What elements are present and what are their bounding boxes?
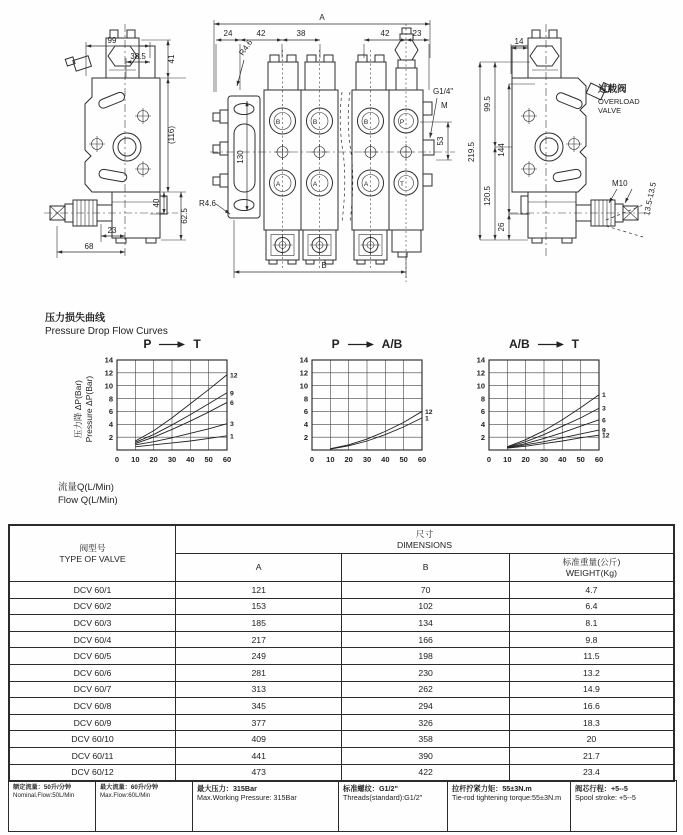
x-tick-label: 0: [486, 455, 492, 464]
cell-b: 294: [342, 698, 509, 715]
cell-weight: 23.4: [509, 764, 674, 781]
curves-title-cn: 压力损失曲线: [45, 313, 105, 324]
cell-model: DCV 60/6: [9, 664, 175, 681]
spec-en: Threads(standard):G1/2": [343, 793, 423, 803]
svg-text:OVERLOAD: OVERLOAD: [598, 97, 640, 106]
table-row: [9, 631, 674, 648]
curve-label: 9: [602, 427, 606, 435]
x-tick-label: 10: [326, 455, 335, 464]
header-dim-cn: 尺寸: [415, 528, 434, 539]
curve-12: [135, 375, 227, 441]
svg-text:23: 23: [107, 226, 117, 235]
col-header-dimensions: [175, 525, 674, 554]
svg-text:VALVE: VALVE: [598, 106, 622, 115]
x-tick-label: 40: [186, 455, 195, 464]
svg-text:A: A: [275, 181, 281, 188]
svg-text:24: 24: [223, 29, 233, 38]
x-tick-label: 60: [594, 455, 604, 464]
right-side-view-drawing: [467, 24, 658, 256]
spec-cell-1: [9, 781, 96, 831]
svg-text:G1/4": G1/4": [433, 87, 454, 96]
table-row: [9, 598, 674, 615]
x-tick-label: 40: [558, 455, 567, 464]
curve-label: 3: [230, 421, 234, 429]
chart-title-to: T: [571, 337, 579, 351]
cell-weight: 14.9: [509, 681, 674, 698]
x-tick-label: 10: [131, 455, 140, 464]
y-tick-label: 12: [299, 368, 308, 378]
x-tick-label: 20: [344, 455, 353, 464]
svg-text:B: B: [312, 119, 318, 126]
cell-model: DCV 60/9: [9, 714, 175, 731]
arrow-right-icon: [347, 340, 375, 349]
cell-a: 313: [175, 681, 341, 698]
svg-text:M10: M10: [612, 179, 628, 188]
cell-a: 473: [175, 764, 341, 781]
y-tick-label: 6: [108, 407, 113, 417]
cell-weight: 9.8: [509, 631, 674, 648]
curve-label: 6: [230, 399, 234, 407]
cell-a: 377: [175, 714, 341, 731]
header-weight-cn: 标准重量(公斤): [562, 556, 621, 567]
header-type-en: TYPE OF VALVE: [59, 553, 126, 564]
cell-b: 326: [342, 714, 509, 731]
svg-text:R4.6: R4.6: [237, 38, 255, 58]
x-tick-label: 60: [222, 455, 232, 464]
x-tick-label: 30: [539, 455, 549, 464]
spec-cn: 阀芯行程：+5--5: [575, 784, 628, 793]
header-weight-en: WEIGHT(Kg): [565, 567, 618, 578]
cell-weight: 20: [509, 731, 674, 748]
svg-text:14: 14: [514, 37, 524, 46]
cell-weight: 18.3: [509, 714, 674, 731]
y-tick-label: 6: [303, 407, 308, 417]
table-row: [9, 648, 674, 665]
cell-model: DCV 60/12: [9, 764, 175, 781]
svg-text:26: 26: [497, 222, 506, 232]
left-side-view-drawing: [44, 24, 189, 258]
x-tick-label: 60: [417, 455, 427, 464]
chart-title-from: A/B: [508, 337, 530, 351]
x-tick-label: 0: [309, 455, 315, 464]
cell-a: 153: [175, 598, 341, 615]
svg-text:T: T: [400, 181, 404, 188]
cell-a: 217: [175, 631, 341, 648]
header-type-cn: 阀型号: [79, 542, 106, 553]
y-axis-label-en: Pressure ΔP(Bar): [84, 375, 94, 443]
svg-text:41: 41: [167, 54, 176, 64]
chart-title-from: P: [331, 337, 340, 351]
table-row: [9, 664, 674, 681]
spec-cell-6: [571, 781, 676, 831]
cell-model: DCV 60/8: [9, 698, 175, 715]
cell-weight: 16.6: [509, 698, 674, 715]
curve-label: 3: [602, 405, 606, 413]
svg-text:P: P: [399, 119, 405, 126]
spec-cell-4: [339, 781, 448, 831]
svg-text:62.5: 62.5: [180, 208, 189, 224]
cell-b: 358: [342, 731, 509, 748]
cell-model: DCV 60/4: [9, 631, 175, 648]
chart-p-to-ab: [272, 336, 457, 478]
arrow-right-icon: [158, 340, 186, 349]
svg-text:A: A: [312, 181, 318, 188]
cell-a: 281: [175, 664, 341, 681]
cell-model: DCV 60/3: [9, 615, 175, 632]
cell-weight: 11.5: [509, 648, 674, 665]
chart-title: [117, 336, 227, 352]
curve-label: 1: [230, 433, 234, 441]
svg-text:219.5: 219.5: [467, 141, 476, 163]
cell-b: 70: [342, 582, 509, 599]
y-tick-label: 4: [303, 419, 308, 429]
chart-canvas: [272, 352, 457, 478]
table-body: [9, 582, 674, 782]
svg-text:13.5-13.5: 13.5-13.5: [642, 181, 658, 217]
cell-weight: 6.4: [509, 598, 674, 615]
table-row: [9, 698, 674, 715]
table-row: [9, 582, 674, 599]
y-tick-label: 14: [476, 355, 485, 365]
svg-text:过载阀: 过载阀: [598, 84, 627, 95]
cell-weight: 8.1: [509, 615, 674, 632]
y-tick-label: 8: [480, 394, 485, 404]
curve-label: 12: [230, 372, 238, 380]
table-row: [9, 747, 674, 764]
svg-text:68: 68: [84, 242, 94, 251]
x-axis-label: [58, 482, 118, 508]
svg-text:144: 144: [497, 143, 506, 157]
curves-section-title: [45, 312, 168, 338]
x-tick-label: 30: [167, 455, 177, 464]
y-tick-label: 8: [303, 394, 308, 404]
spec-cn: 最大流量：60升/分钟: [100, 784, 159, 791]
svg-text:38: 38: [296, 29, 306, 38]
cell-b: 198: [342, 648, 509, 665]
y-tick-label: 8: [108, 394, 113, 404]
chart-title-to: T: [193, 337, 201, 351]
x-axis-label-en: Flow Q(L/Min): [58, 494, 118, 506]
y-axis-label-cn: 压力降 ΔP(Bar): [72, 380, 83, 439]
cell-b: 390: [342, 747, 509, 764]
svg-text:38.5: 38.5: [130, 52, 146, 61]
curve-label: 12: [602, 432, 610, 440]
svg-text:42: 42: [380, 29, 390, 38]
svg-text:99.5: 99.5: [483, 96, 492, 112]
x-tick-label: 20: [521, 455, 530, 464]
cell-weight: 21.7: [509, 747, 674, 764]
cell-model: DCV 60/1: [9, 582, 175, 599]
spec-cn: 最大压力：315Bar: [197, 784, 257, 793]
spec-cell-3: [193, 781, 339, 831]
curve-label: 6: [602, 417, 606, 425]
x-tick-label: 20: [149, 455, 158, 464]
x-axis-label-cn: 流量Q(L/Min): [58, 482, 114, 493]
cell-weight: 4.7: [509, 582, 674, 599]
svg-text:130: 130: [236, 150, 245, 164]
cell-b: 262: [342, 681, 509, 698]
curve-9: [507, 430, 599, 448]
svg-text:42: 42: [256, 29, 266, 38]
svg-text:23: 23: [412, 29, 422, 38]
col-header-a: A: [175, 554, 341, 582]
cell-a: 185: [175, 615, 341, 632]
x-tick-label: 10: [503, 455, 512, 464]
spec-cell-5: [448, 781, 571, 831]
spec-en: Spool stroke: +5--5: [575, 793, 636, 803]
y-tick-label: 14: [299, 355, 308, 365]
curve-label: 9: [230, 390, 234, 398]
table-row: [9, 731, 674, 748]
x-tick-label: 0: [114, 455, 120, 464]
col-header-weight: [509, 554, 674, 582]
curve-label: 1: [425, 415, 429, 423]
svg-text:53: 53: [436, 136, 445, 146]
y-tick-label: 10: [299, 381, 308, 391]
col-header-b: B: [342, 554, 509, 582]
y-tick-label: 4: [108, 419, 113, 429]
spec-footer: [8, 780, 677, 832]
spec-en: Max.Working Pressure: 315Bar: [197, 793, 297, 803]
y-tick-label: 12: [104, 368, 113, 378]
cell-model: DCV 60/7: [9, 681, 175, 698]
curve-1: [507, 395, 599, 447]
y-tick-label: 12: [476, 368, 485, 378]
chart-title-from: P: [143, 337, 152, 351]
x-tick-label: 30: [362, 455, 372, 464]
chart-canvas: [77, 352, 262, 478]
cell-model: DCV 60/2: [9, 598, 175, 615]
chart-title-to: A/B: [381, 337, 403, 351]
svg-text:B: B: [363, 119, 369, 126]
svg-text:B: B: [275, 119, 281, 126]
svg-text:R4.6: R4.6: [199, 199, 216, 208]
curves-title-en: Pressure Drop Flow Curves: [45, 326, 168, 337]
arrow-right-icon: [537, 340, 565, 349]
header-dim-en: DIMENSIONS: [396, 539, 452, 550]
table-row: [9, 615, 674, 632]
chart-title: [489, 336, 599, 352]
y-tick-label: 2: [108, 432, 113, 442]
front-view-drawing: [199, 13, 455, 282]
cell-b: 102: [342, 598, 509, 615]
col-header-type-of-valve: [9, 525, 175, 582]
cell-b: 166: [342, 631, 509, 648]
y-tick-label: 10: [476, 381, 485, 391]
cell-model: DCV 60/10: [9, 731, 175, 748]
table-row: [9, 714, 674, 731]
svg-text:M: M: [441, 101, 448, 110]
spec-en: Nominal.Flow:50L/Min: [13, 792, 75, 800]
y-tick-label: 4: [480, 419, 485, 429]
x-tick-label: 40: [381, 455, 390, 464]
x-tick-label: 50: [399, 455, 408, 464]
curve-label: 12: [425, 408, 433, 416]
spec-en: Tie-rod tightening torque:55±3N.m: [452, 793, 562, 803]
cell-a: 249: [175, 648, 341, 665]
dimensions-table: [8, 524, 675, 782]
curve-12: [330, 411, 422, 448]
table-row: [9, 681, 674, 698]
y-tick-label: 10: [104, 381, 113, 391]
svg-text:A: A: [319, 13, 325, 22]
chart-p-to-t: [77, 336, 262, 478]
cell-b: 422: [342, 764, 509, 781]
spec-en: Max.Flow:60L/Min: [100, 792, 151, 800]
curve-9: [135, 393, 227, 443]
svg-text:(116): (116): [167, 125, 176, 145]
technical-drawings: [0, 0, 683, 302]
svg-text:40: 40: [152, 198, 161, 208]
cell-a: 409: [175, 731, 341, 748]
x-tick-label: 50: [204, 455, 213, 464]
cell-weight: 13.2: [509, 664, 674, 681]
cell-model: DCV 60/11: [9, 747, 175, 764]
y-tick-label: 14: [104, 355, 113, 365]
svg-text:B: B: [321, 261, 327, 270]
spec-cn: 拉杆拧紧力矩：55±3N.m: [452, 784, 532, 793]
chart-title: [312, 336, 422, 352]
spec-cn: 标准螺纹：G1/2": [343, 784, 398, 793]
cell-a: 121: [175, 582, 341, 599]
y-tick-label: 2: [480, 432, 485, 442]
spec-cn: 额定流量：50升/分钟: [13, 784, 72, 791]
curve-1: [135, 436, 227, 447]
svg-text:99: 99: [107, 36, 117, 45]
cell-b: 134: [342, 615, 509, 632]
curve-label: 1: [602, 392, 606, 400]
curve-1: [330, 418, 422, 449]
y-tick-label: 2: [303, 432, 308, 442]
cell-b: 230: [342, 664, 509, 681]
table-row: [9, 764, 674, 781]
svg-text:120.5: 120.5: [483, 185, 492, 207]
cell-model: DCV 60/5: [9, 648, 175, 665]
y-tick-label: 6: [480, 407, 485, 417]
chart-ab-to-t: [449, 336, 634, 478]
cell-a: 345: [175, 698, 341, 715]
chart-canvas: [449, 352, 634, 478]
cell-a: 441: [175, 747, 341, 764]
spec-cell-2: [96, 781, 193, 831]
svg-text:A: A: [363, 181, 369, 188]
x-tick-label: 50: [576, 455, 585, 464]
